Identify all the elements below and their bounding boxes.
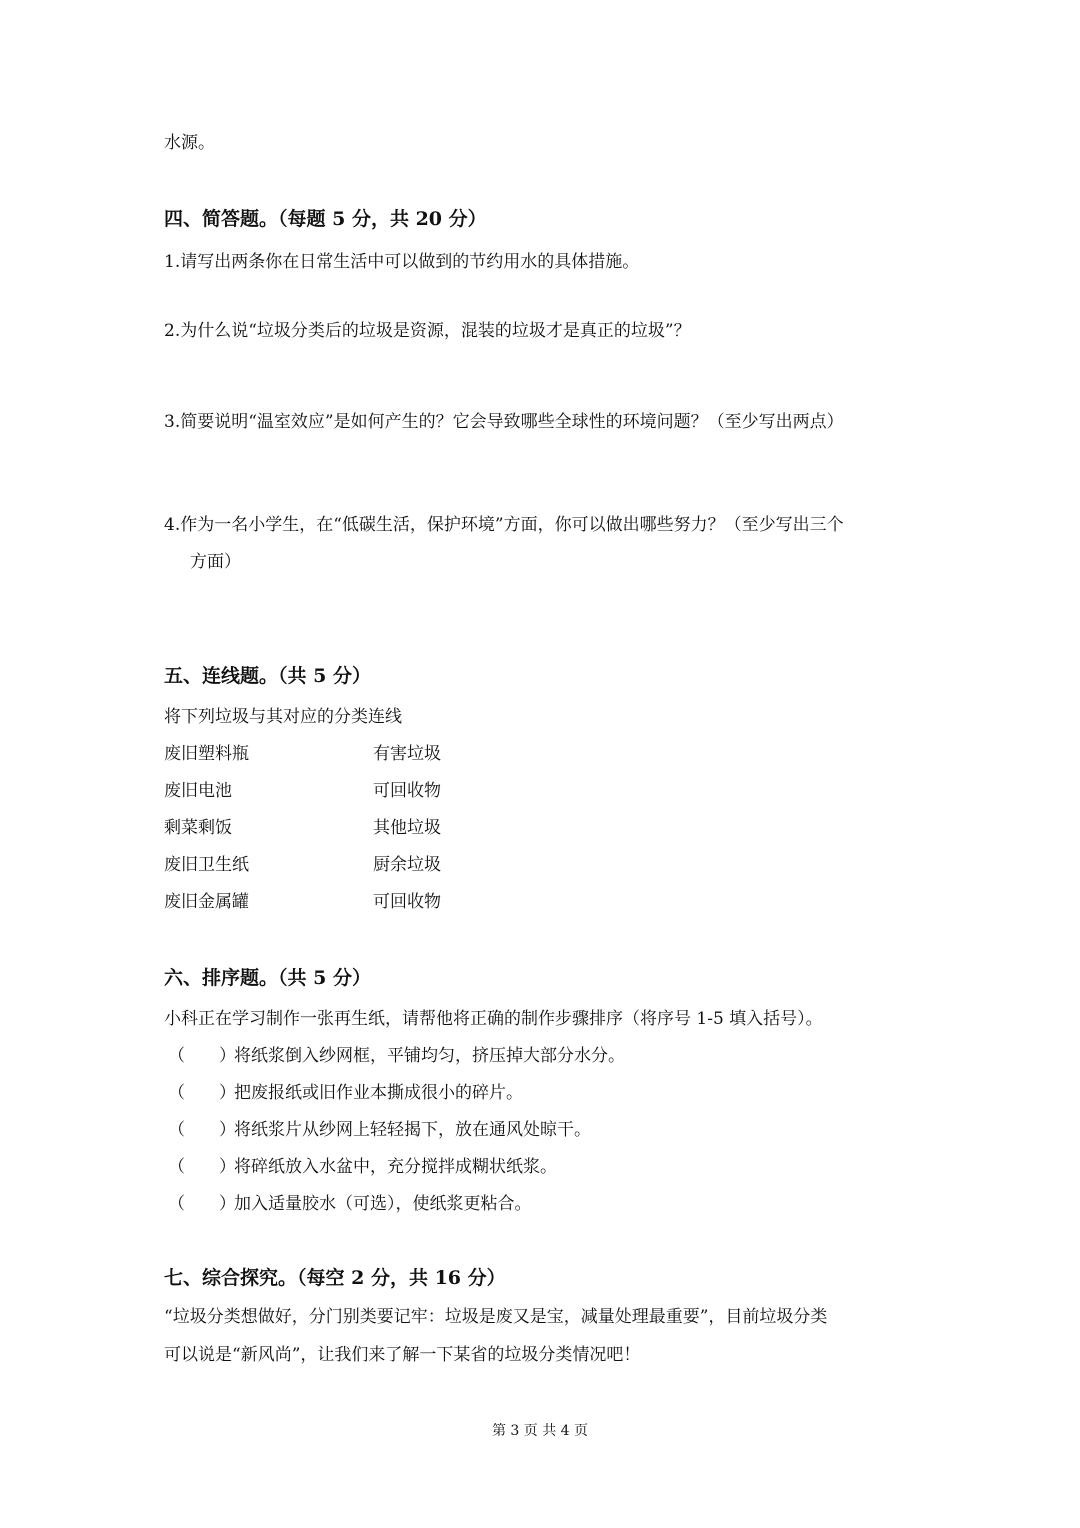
answer-bracket[interactable]: （ ） — [168, 1157, 236, 1177]
section7-heading: 七、综合探究。（每空 2 分，共 16 分） — [164, 1267, 506, 1289]
page-footer: 第 3 页 共 4 页 — [491, 1423, 589, 1439]
matching-left-item: 废旧塑料瓶 — [164, 744, 249, 764]
section4-question-4-line1: 4.作为一名小学生，在“低碳生活，保护环境”方面，你可以做出哪些努力？（至少写出三个 — [164, 515, 844, 535]
matching-right-item: 其他垃圾 — [373, 818, 441, 838]
matching-right-item: 厨余垃圾 — [373, 855, 441, 875]
sorting-step — [168, 1082, 523, 1104]
section4-question-3: 3.简要说明“温室效应”是如何产生的？它会导致哪些全球性的环境问题？（至少写出两点） — [164, 412, 844, 432]
section4-heading: 四、简答题。（每题 5 分，共 20 分） — [164, 208, 487, 230]
sorting-step — [168, 1193, 532, 1215]
section5-heading: 五、连线题。（共 5 分） — [164, 665, 371, 687]
step-text: 把废报纸或旧作业本撕成很小的碎片。 — [234, 1083, 523, 1103]
matching-right-item: 有害垃圾 — [373, 744, 441, 764]
sorting-step — [168, 1045, 625, 1067]
section6-heading: 六、排序题。（共 5 分） — [164, 967, 371, 989]
sorting-step — [168, 1156, 557, 1178]
matching-left-item: 废旧金属罐 — [164, 892, 249, 912]
matching-right-item: 可回收物 — [373, 892, 441, 912]
matching-left-item: 废旧卫生纸 — [164, 855, 249, 875]
step-text: 将纸浆片从纱网上轻轻揭下，放在通风处晾干。 — [234, 1120, 591, 1140]
section7-paragraph-line2: 可以说是“新风尚”，让我们来了解一下某省的垃圾分类情况吧！ — [164, 1345, 641, 1365]
section4-question-2: 2.为什么说“垃圾分类后的垃圾是资源，混装的垃圾才是真正的垃圾”？ — [164, 321, 691, 341]
step-text: 将碎纸放入水盆中，充分搅拌成糊状纸浆。 — [234, 1157, 557, 1177]
sorting-step — [168, 1119, 591, 1141]
matching-left-item: 剩菜剩饭 — [164, 818, 232, 838]
section4-question-1: 1.请写出两条你在日常生活中可以做到的节约用水的具体措施。 — [164, 252, 640, 272]
section6-instruction: 小科正在学习制作一张再生纸，请帮他将正确的制作步骤排序（将序号 1-5 填入括号）。 — [164, 1009, 823, 1029]
section5-instruction: 将下列垃圾与其对应的分类连线 — [164, 707, 402, 727]
answer-bracket[interactable]: （ ） — [168, 1046, 236, 1066]
answer-bracket[interactable]: （ ） — [168, 1194, 236, 1214]
matching-right-item: 可回收物 — [373, 781, 441, 801]
answer-bracket[interactable]: （ ） — [168, 1083, 236, 1103]
continuation-text: 水源。 — [164, 133, 215, 153]
section7-paragraph-line1: “垃圾分类想做好，分门别类要记牢：垃圾是废又是宝，减量处理最重要”，目前垃圾分类 — [164, 1307, 828, 1327]
section4-question-4-line2: 方面） — [190, 552, 241, 572]
matching-left-item: 废旧电池 — [164, 781, 232, 801]
step-text: 加入适量胶水（可选），使纸浆更粘合。 — [234, 1194, 532, 1214]
answer-bracket[interactable]: （ ） — [168, 1120, 236, 1140]
step-text: 将纸浆倒入纱网框，平铺均匀，挤压掉大部分水分。 — [234, 1046, 625, 1066]
